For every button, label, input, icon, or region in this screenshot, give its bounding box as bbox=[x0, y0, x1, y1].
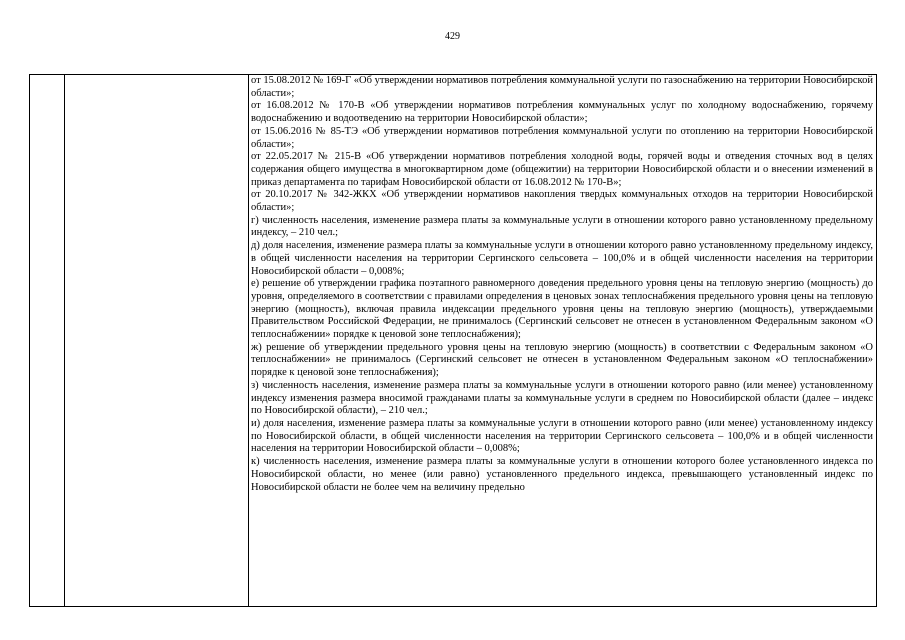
page-number: 429 bbox=[445, 31, 460, 42]
paragraph: к) численность населения, изменение размера платы за коммунальные услуги в отношении которого более установленного индекса по Новосибирской области, но менее (или равно) установленного предельного индекса, превышающего установленный индекс по Новосибирской области не более чем на величину предельно bbox=[251, 456, 873, 493]
table-column-divider-2 bbox=[248, 75, 249, 606]
paragraph: г) численность населения, изменение размера платы за коммунальные услуги в отношении которого равно установленному предельному индексу, – 210 чел.; bbox=[251, 214, 873, 239]
table-column-divider-1 bbox=[64, 75, 65, 606]
paragraph: от 16.08.2012 № 170-В «Об утверждении нормативов потребления коммунальных услуг по холодному водоснабжению, горячему водоснабжению и водоотведению на территории Новосибирской области»; bbox=[251, 100, 873, 125]
paragraph: от 15.08.2012 № 169-Г «Об утверждении нормативов потребления коммунальной услуги по газоснабжению на территории Новосибирской области»; bbox=[251, 75, 873, 99]
paragraph: от 22.05.2017 № 215-В «Об утверждении нормативов потребления холодной воды, горячей воды и отведения сточных вод в целях содержания общего имущества в многоквартирном доме (общежитии) на территории Новосибирской области и о внесении изменений в приказ департамента по тарифам Новосибирской области от 16.08.2012 № 170-В»; bbox=[251, 151, 873, 188]
table-cell-text bbox=[251, 75, 873, 606]
paragraph: д) доля населения, изменение размера платы за коммунальные услуги в отношении которого равно установленному предельному индексу, в общей численности населения на территории Сергинского сельсовета – 100,0% и в общей численности населения на территории Новосибирской области – 0,008%; bbox=[251, 240, 873, 277]
paragraph: з) численность населения, изменение размера платы за коммунальные услуги в отношении которого равно (или менее) установленному индексу изменения размера вносимой гражданами платы за коммунальные услуги в среднем по Новосибирской области (далее – индекс по Новосибирской области), – 210 чел.; bbox=[251, 379, 873, 417]
paragraph: и) доля населения, изменение размера платы за коммунальные услуги в отношении которого равно (или менее) установленному индексу по Новосибирской области, в общей численности населения на территории Сергинского сельсовета – 100,0% и в общей численности населения на территории Новосибирской области – 0,008%; bbox=[251, 417, 873, 455]
document-table bbox=[29, 74, 877, 607]
paragraph: от 15.06.2016 № 85-ТЭ «Об утверждении нормативов потребления коммунальной услуги по отоплению на территории Новосибирской области»; bbox=[251, 125, 873, 150]
paragraph: ж) решение об утверждении предельного уровня цены на тепловую энергию (мощность) в соответствии с Федеральным законом «О теплоснабжении» не принималось (Сергинский сельсовет не отнесен в установленном Федеральным законом «О теплоснабжении» порядке к ценовой зоне теплоснабжения); bbox=[251, 341, 873, 379]
paragraph: е) решение об утверждении графика поэтапного равномерного доведения предельного уровня цены на тепловую энергию (мощность) до уровня, определяемого в соответствии с правилами определения в ценовых зонах теплоснабжения предельного уровня цены на тепловую энергию (мощность), включая правила индексации предельного уровня цены на тепловую энергию (мощность), утверждаемыми Правительством Российской Федерации, не принималось (Сергинский сельсовет не отнесен в установленном Федеральным законом «О теплоснабжении» порядке к ценовой зоне теплоснабжения); bbox=[251, 278, 873, 341]
paragraph: от 20.10.2017 № 342-ЖКХ «Об утверждении нормативов накопления твердых коммунальных отходов на территории Новосибирской области»; bbox=[251, 189, 873, 214]
